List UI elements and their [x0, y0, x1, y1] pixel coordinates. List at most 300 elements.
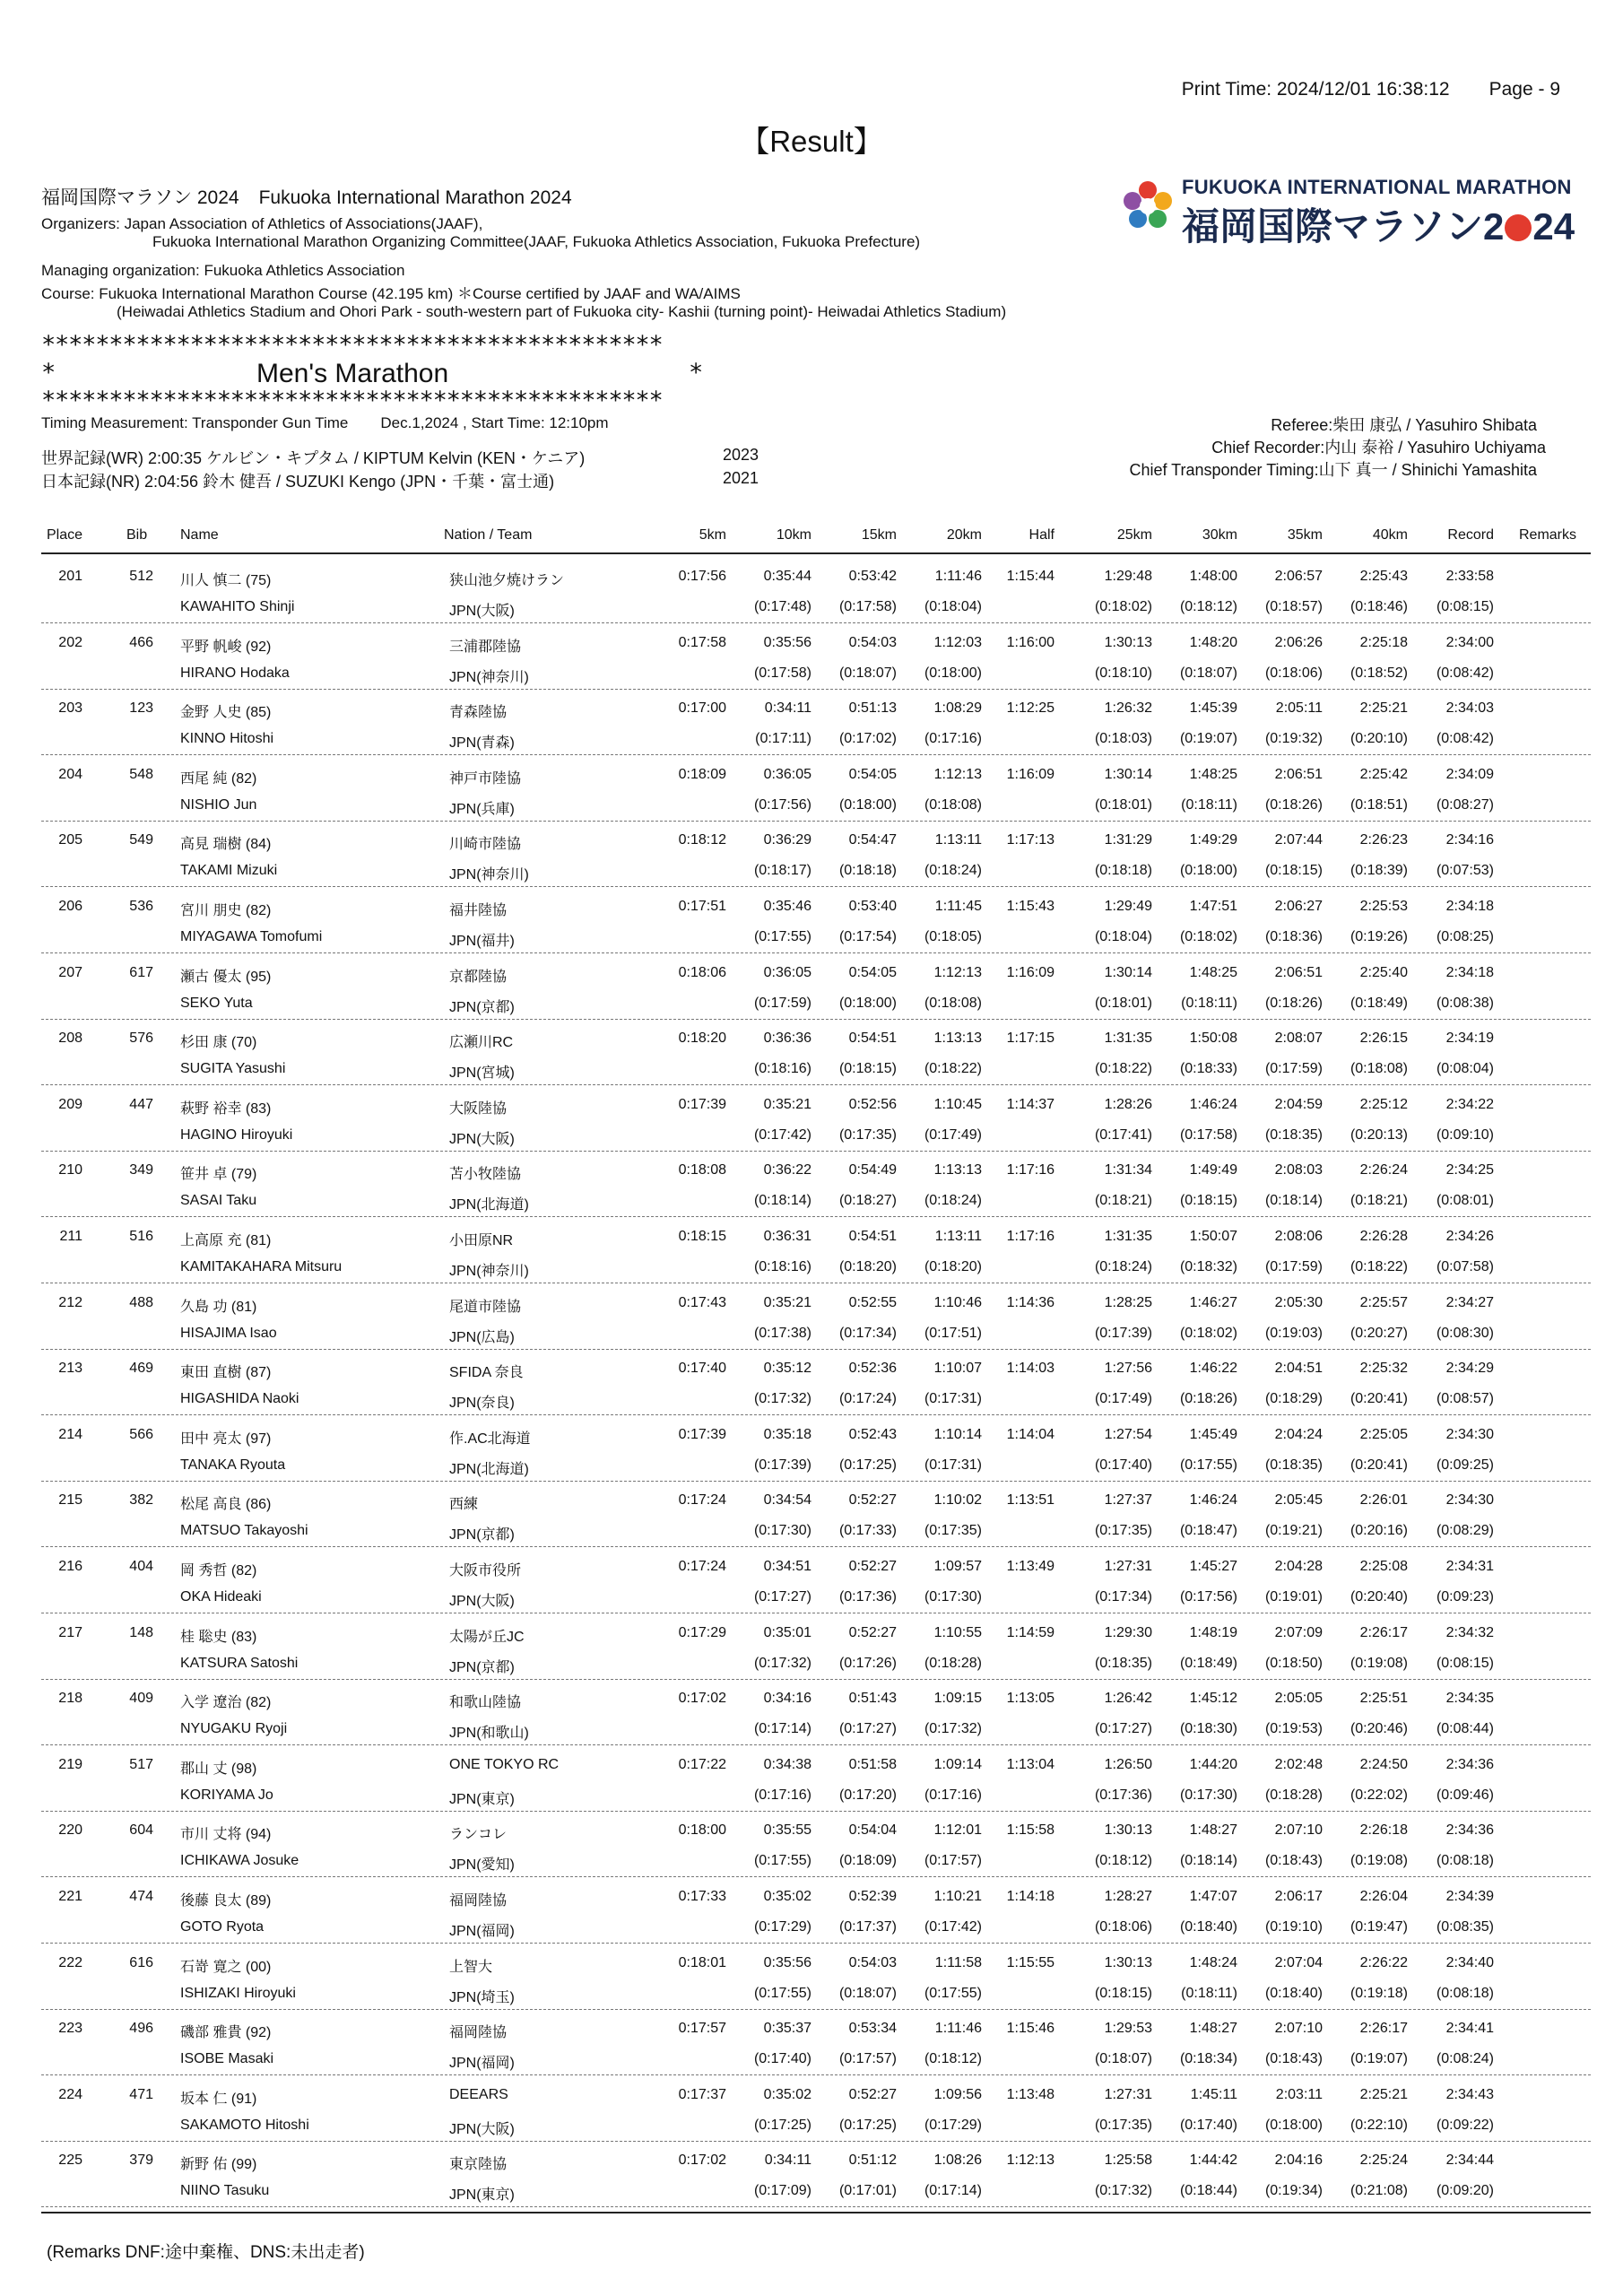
cell-s10: (0:17:30) [753, 1523, 812, 1539]
cell-bib: 404 [129, 1559, 153, 1574]
cell-t35: 2:08:06 [1274, 1229, 1323, 1244]
cell-nation: JPN(京都) [449, 999, 515, 1015]
cell-t5: 0:17:33 [678, 1889, 726, 1904]
cell-s25: (0:18:35) [1094, 1655, 1152, 1671]
cell-s35: (0:18:29) [1264, 1391, 1323, 1407]
cell-team: 福井陸協 [449, 903, 508, 918]
cell-s30: (0:18:34) [1179, 2051, 1237, 2067]
cell-name-jp: 新野 佑 (99) [180, 2157, 257, 2173]
cell-name-en: KAWAHITO Shinji [180, 599, 295, 614]
table-bottom-rule [41, 2212, 1591, 2213]
cell-team: 広瀬川RC [449, 1035, 514, 1051]
cell-t30: 1:47:51 [1189, 899, 1237, 914]
cell-place: 217 [58, 1624, 82, 1640]
cell-s20: (0:18:28) [924, 1655, 982, 1671]
cell-s10: (0:17:38) [753, 1325, 812, 1341]
cell-team: 大阪陸協 [449, 1100, 508, 1117]
cell-s15: (0:18:20) [838, 1259, 897, 1274]
cell-half: 1:13:49 [1006, 1559, 1055, 1574]
cell-t20: 1:08:29 [933, 700, 982, 717]
event-name-ja: 福岡国際マラソン 2024 [41, 187, 239, 208]
cell-s10: (0:17:16) [753, 1787, 812, 1803]
cell-t25: 1:30:13 [1104, 634, 1152, 650]
cell-t35: 2:04:16 [1274, 2152, 1323, 2169]
chief-recorder: Chief Recorder:内山 泰裕 / Yasuhiro Uchiyama [1211, 439, 1546, 457]
header-nation-team: Nation / Team [444, 527, 533, 543]
cell-t25: 1:25:58 [1104, 2152, 1152, 2169]
cell-s30: (0:18:14) [1179, 1853, 1237, 1869]
cell-s40: (0:18:52) [1350, 665, 1408, 681]
cell-t30: 1:47:07 [1189, 1889, 1237, 1904]
cell-t15: 0:52:36 [848, 1361, 897, 1377]
marathon-logo [1121, 176, 1587, 248]
cell-s20: (0:18:24) [924, 1193, 982, 1209]
cell-s20: (0:17:31) [924, 1457, 982, 1473]
chief-transponder-timing: Chief Transponder Timing:山下 真一 / Shinichi Yamashita [1129, 461, 1537, 479]
cell-half: 1:15:43 [1006, 899, 1055, 914]
cell-s10: (0:18:16) [753, 1259, 812, 1274]
cell-s20: (0:17:51) [924, 1325, 982, 1341]
cell-half: 1:15:55 [1006, 1954, 1055, 1970]
cell-s35: (0:17:59) [1264, 1259, 1323, 1274]
cell-name-en: MATSUO Takayoshi [180, 1523, 308, 1539]
cell-bib: 512 [129, 569, 153, 584]
cell-name-jp: 田中 亮太 (97) [180, 1431, 272, 1447]
cell-s15: (0:18:18) [838, 863, 897, 879]
cell-sfin: (0:08:15) [1436, 599, 1494, 614]
cell-rec: 2:34:16 [1445, 832, 1494, 848]
cell-sfin: (0:08:44) [1436, 1721, 1494, 1737]
cell-t15: 0:54:03 [848, 634, 897, 650]
table-row [41, 2074, 1591, 2142]
cell-s35: (0:18:57) [1264, 599, 1323, 614]
cell-s35: (0:19:10) [1264, 1919, 1323, 1935]
cell-s20: (0:18:08) [924, 995, 982, 1011]
cell-t5: 0:18:15 [678, 1229, 726, 1244]
cell-s25: (0:18:18) [1094, 863, 1152, 879]
cell-s10: (0:17:55) [753, 1853, 812, 1869]
cell-s15: (0:17:37) [838, 1919, 897, 1935]
cell-s30: (0:18:11) [1181, 995, 1237, 1011]
cell-s25: (0:17:35) [1094, 1523, 1152, 1539]
cell-s15: (0:17:34) [838, 1325, 897, 1341]
cell-nation: JPN(福井) [449, 934, 515, 949]
cell-place: 213 [58, 1361, 82, 1377]
cell-team: 西練 [449, 1497, 479, 1513]
cell-t30: 1:50:07 [1189, 1229, 1237, 1244]
cell-sfin: (0:08:30) [1436, 1325, 1494, 1341]
cell-t15: 0:52:27 [848, 1624, 897, 1640]
cell-t5: 0:17:00 [678, 700, 726, 717]
cell-s25: (0:18:12) [1094, 1853, 1152, 1869]
cell-t40: 2:26:22 [1359, 1954, 1408, 1970]
cell-s20: (0:18:05) [924, 929, 982, 944]
cell-name-en: MIYAGAWA Tomofumi [180, 929, 323, 944]
cell-name-jp: 坂本 仁 (91) [180, 2091, 257, 2107]
cell-place: 204 [58, 766, 82, 782]
cell-place: 221 [58, 1889, 82, 1904]
cell-t35: 2:07:44 [1274, 832, 1323, 848]
cell-s25: (0:18:15) [1094, 1985, 1152, 2001]
race-star-left: * [41, 359, 56, 387]
cell-t25: 1:28:25 [1104, 1294, 1152, 1310]
cell-t40: 2:25:53 [1359, 899, 1408, 914]
cell-t40: 2:25:12 [1359, 1096, 1408, 1112]
cell-t30: 1:48:00 [1189, 569, 1237, 584]
cell-t25: 1:29:48 [1104, 569, 1152, 584]
cell-s30: (0:18:07) [1179, 665, 1237, 681]
cell-t25: 1:27:56 [1104, 1361, 1152, 1377]
cell-name-jp: 久島 功 (81) [180, 1299, 257, 1315]
cell-s35: (0:18:00) [1264, 2117, 1323, 2133]
cell-s15: (0:18:07) [838, 1985, 897, 2001]
cell-sfin: (0:08:01) [1436, 1193, 1494, 1209]
cell-place: 211 [59, 1229, 82, 1244]
cell-s15: (0:18:00) [838, 796, 897, 813]
cell-rec: 2:34:27 [1445, 1294, 1494, 1310]
cell-s35: (0:19:03) [1264, 1325, 1323, 1341]
logo-year-b: 24 [1532, 205, 1575, 248]
cell-s30: (0:18:02) [1179, 929, 1237, 944]
cell-rec: 2:34:36 [1445, 1756, 1494, 1772]
cell-half: 1:17:15 [1006, 1031, 1055, 1047]
cell-t25: 1:26:50 [1104, 1756, 1152, 1772]
race-title: Men's Marathon [256, 359, 449, 388]
cell-rec: 2:34:41 [1445, 2021, 1494, 2037]
cell-s25: (0:17:40) [1094, 1457, 1152, 1473]
race-star-right: * [689, 359, 704, 387]
cell-s35: (0:19:21) [1264, 1523, 1323, 1539]
cell-half: 1:17:13 [1006, 832, 1055, 848]
cell-rec: 2:34:31 [1445, 1559, 1494, 1574]
cell-t25: 1:30:13 [1104, 1822, 1152, 1839]
cell-rec: 2:34:18 [1445, 899, 1494, 914]
cell-name-jp: 笹井 卓 (79) [180, 1167, 257, 1183]
cell-nation: JPN(東京) [449, 1791, 515, 1807]
cell-t10: 0:35:56 [763, 634, 812, 650]
world-record-year: 2023 [723, 446, 759, 464]
cell-t35: 2:05:11 [1275, 700, 1323, 717]
cell-name-jp: 宮川 朋史 (82) [180, 903, 272, 918]
page-number: Page - 9 [1488, 79, 1560, 100]
cell-t5: 0:18:20 [678, 1031, 726, 1047]
results-table [41, 527, 1591, 2213]
cell-s15: (0:18:09) [838, 1853, 897, 1869]
cell-t5: 0:18:12 [678, 832, 726, 848]
cell-t35: 2:06:27 [1274, 899, 1323, 914]
cell-s10: (0:17:29) [753, 1919, 812, 1935]
cell-s25: (0:18:01) [1094, 796, 1152, 813]
cell-rec: 2:34:36 [1445, 1822, 1494, 1839]
cell-s20: (0:17:42) [924, 1919, 982, 1935]
cell-t20: 1:12:13 [933, 766, 982, 782]
cell-rec: 2:34:30 [1445, 1492, 1494, 1509]
cell-nation: JPN(愛知) [449, 1857, 515, 1874]
cell-t10: 0:35:02 [763, 2086, 812, 2102]
cell-s20: (0:17:16) [924, 731, 982, 747]
cell-bib: 123 [129, 700, 153, 717]
cell-t20: 1:12:03 [933, 634, 982, 650]
cell-t25: 1:26:42 [1104, 1691, 1152, 1707]
cell-s30: (0:18:11) [1181, 1985, 1237, 2001]
cell-s15: (0:17:27) [838, 1721, 897, 1737]
cell-t40: 2:26:18 [1359, 1822, 1408, 1839]
cell-s40: (0:20:41) [1350, 1391, 1408, 1407]
cell-rec: 2:34:09 [1445, 766, 1494, 782]
cell-t30: 1:44:20 [1189, 1756, 1237, 1772]
cell-bib: 604 [129, 1822, 153, 1839]
cell-s15: (0:17:54) [838, 929, 897, 944]
cell-t35: 2:06:51 [1274, 964, 1323, 980]
cell-team: ONE TOKYO RC [449, 1756, 560, 1772]
cell-t25: 1:29:30 [1104, 1624, 1152, 1640]
cell-s20: (0:17:57) [924, 1853, 982, 1869]
national-record-text: 日本記録(NR) 2:04:56 鈴木 健吾 / SUZUKI Kengo (JPN・千葉・富士通) [41, 473, 555, 491]
cell-t10: 0:36:22 [763, 1162, 812, 1178]
cell-half: 1:14:03 [1006, 1361, 1055, 1377]
cell-t20: 1:10:14 [933, 1426, 982, 1442]
table-row [41, 1414, 1591, 1482]
cell-nation: JPN(広島) [449, 1329, 515, 1345]
cell-half: 1:13:04 [1006, 1756, 1055, 1772]
cell-t40: 2:25:18 [1359, 634, 1408, 650]
cell-t15: 0:52:39 [848, 1889, 897, 1904]
table-row [41, 622, 1591, 690]
cell-place: 202 [58, 634, 82, 650]
cell-t40: 2:25:21 [1359, 700, 1408, 717]
logo-en-text: FUKUOKA INTERNATIONAL MARATHON [1182, 176, 1572, 198]
course-line1: Course: Fukuoka International Marathon Course (42.195 km) ＊Course certified by JAAF and WA/AIMS [41, 285, 741, 302]
header-40km: 40km [1372, 527, 1408, 543]
table-row [41, 1480, 1591, 1547]
cell-name-en: ISHIZAKI Hiroyuki [180, 1985, 296, 2001]
cell-half: 1:15:46 [1006, 2021, 1055, 2037]
cell-name-jp: 市川 丈将 (94) [180, 1827, 272, 1843]
cell-rec: 2:34:43 [1445, 2086, 1494, 2102]
start-time: Dec.1,2024 , Start Time: 12:10pm [380, 414, 609, 431]
cell-t40: 2:26:28 [1359, 1229, 1408, 1244]
cell-rec: 2:34:22 [1445, 1096, 1494, 1112]
cell-s15: (0:17:02) [838, 731, 897, 747]
cell-s20: (0:17:49) [924, 1126, 982, 1143]
cell-s15: (0:17:01) [838, 2183, 897, 2199]
cell-team: 狭山池夕焼けラン [449, 573, 565, 588]
table-row [41, 1744, 1591, 1812]
cell-name-en: ICHIKAWA Josuke [180, 1853, 299, 1869]
cell-name-en: ISOBE Masaki [180, 2051, 274, 2067]
cell-s30: (0:17:30) [1179, 1787, 1237, 1803]
cell-s30: (0:18:11) [1181, 796, 1237, 813]
cell-s30: (0:18:44) [1179, 2183, 1237, 2199]
cell-t5: 0:17:37 [678, 2086, 726, 2102]
cell-nation: JPN(京都) [449, 1659, 515, 1675]
cell-nation: JPN(神奈川) [449, 669, 529, 685]
cell-place: 222 [58, 1954, 82, 1970]
cell-t35: 2:06:51 [1274, 766, 1323, 782]
cell-team: SFIDA 奈良 [449, 1365, 524, 1381]
cell-t40: 2:26:23 [1359, 832, 1408, 848]
cell-t40: 2:25:51 [1359, 1691, 1408, 1707]
cell-bib: 447 [129, 1096, 153, 1112]
cell-s10: (0:17:42) [753, 1126, 812, 1143]
cell-name-jp: 平野 帆峻 (92) [180, 639, 272, 655]
cell-place: 208 [58, 1031, 82, 1047]
cell-place: 218 [58, 1691, 82, 1707]
cell-name-jp: 金野 人史 (85) [180, 705, 272, 721]
cell-s40: (0:19:08) [1350, 1655, 1408, 1671]
cell-half: 1:16:09 [1006, 964, 1055, 980]
cell-t25: 1:27:31 [1104, 1559, 1152, 1574]
cell-place: 214 [58, 1426, 82, 1442]
cell-nation: JPN(大阪) [449, 1594, 515, 1609]
cell-s40: (0:20:16) [1350, 1523, 1408, 1539]
cell-place: 219 [58, 1756, 82, 1772]
organizers-line2: Fukuoka International Marathon Organizing Committee(JAAF, Fukuoka Athletics Association, Fukuoka Prefecture) [152, 233, 921, 250]
cell-s30: (0:17:58) [1179, 1126, 1237, 1143]
cell-team: 上智大 [449, 1959, 493, 1975]
cell-bib: 576 [129, 1031, 153, 1047]
cell-s10: (0:17:55) [753, 1985, 812, 2001]
cell-s40: (0:20:13) [1350, 1126, 1408, 1143]
header-35km: 35km [1287, 527, 1323, 543]
cell-t10: 0:35:56 [763, 1954, 812, 1970]
national-record-year: 2021 [723, 469, 759, 487]
cell-sfin: (0:08:42) [1436, 731, 1494, 747]
cell-bib: 466 [129, 634, 153, 650]
cell-s20: (0:18:20) [924, 1259, 982, 1274]
cell-t40: 2:26:15 [1359, 1031, 1408, 1047]
cell-s30: (0:18:49) [1179, 1655, 1237, 1671]
cell-team: 苫小牧陸協 [449, 1167, 522, 1183]
cell-rec: 2:34:26 [1445, 1229, 1494, 1244]
cell-place: 210 [58, 1162, 82, 1178]
cell-t35: 2:07:10 [1274, 1822, 1323, 1839]
cell-s20: (0:17:35) [924, 1523, 982, 1539]
cell-t15: 0:54:51 [848, 1229, 897, 1244]
cell-s40: (0:22:02) [1350, 1787, 1408, 1803]
cell-t15: 0:54:51 [848, 1031, 897, 1047]
cell-name-en: GOTO Ryota [180, 1919, 265, 1935]
cell-t25: 1:28:26 [1104, 1096, 1152, 1112]
table-row [41, 1613, 1591, 1680]
logo-year-a: 2 [1483, 205, 1505, 248]
cell-bib: 409 [129, 1691, 153, 1707]
table-row [41, 1546, 1591, 1613]
cell-s10: (0:17:58) [753, 665, 812, 681]
table-row [41, 754, 1591, 822]
cell-s10: (0:17:39) [753, 1457, 812, 1473]
cell-s40: (0:18:51) [1350, 796, 1408, 813]
cell-t10: 0:34:38 [763, 1756, 812, 1772]
table-row [41, 820, 1591, 887]
asterisk-divider-top: ********************************************** [41, 331, 663, 359]
cell-t40: 2:25:42 [1359, 766, 1408, 782]
cell-half: 1:13:05 [1006, 1691, 1055, 1707]
cell-s25: (0:18:04) [1094, 929, 1152, 944]
cell-nation: JPN(埼玉) [449, 1989, 515, 2005]
cell-t25: 1:27:31 [1104, 2086, 1152, 2102]
cell-t20: 1:08:26 [933, 2152, 982, 2169]
cell-t15: 0:52:27 [848, 1559, 897, 1574]
cell-t10: 0:34:11 [764, 700, 812, 717]
cell-s40: (0:19:18) [1350, 1985, 1408, 2001]
cell-s25: (0:17:35) [1094, 2117, 1152, 2133]
table-row [41, 1283, 1591, 1350]
cell-t25: 1:28:27 [1104, 1889, 1152, 1904]
cell-s10: (0:17:32) [753, 1391, 812, 1407]
cell-sfin: (0:09:10) [1436, 1126, 1494, 1143]
national-record [41, 469, 777, 492]
cell-t5: 0:17:02 [678, 1691, 726, 1707]
cell-bib: 517 [129, 1756, 153, 1772]
cell-t25: 1:31:29 [1104, 832, 1152, 848]
cell-s10: (0:17:25) [753, 2117, 812, 2133]
cell-name-jp: 入学 遼治 (82) [180, 1695, 272, 1711]
cell-t35: 2:04:28 [1274, 1559, 1323, 1574]
cell-s35: (0:18:26) [1264, 995, 1323, 1011]
cell-s15: (0:18:07) [838, 665, 897, 681]
cell-place: 212 [58, 1294, 82, 1310]
cell-s30: (0:18:26) [1179, 1391, 1237, 1407]
cell-s40: (0:19:26) [1350, 929, 1408, 944]
table-row [41, 1348, 1591, 1415]
cell-half: 1:16:00 [1006, 634, 1055, 650]
cell-name-en: SAKAMOTO Hitoshi [180, 2117, 309, 2133]
cell-t10: 0:34:16 [763, 1691, 812, 1707]
header-rule [41, 552, 1591, 554]
cell-name-en: HAGINO Hiroyuki [180, 1126, 293, 1143]
cell-t10: 0:35:55 [763, 1822, 812, 1839]
table-row [41, 1018, 1591, 1085]
cell-t20: 1:10:02 [933, 1492, 982, 1509]
cell-sfin: (0:07:53) [1436, 863, 1494, 879]
cell-rec: 2:34:29 [1445, 1361, 1494, 1377]
cell-s30: (0:18:33) [1179, 1061, 1237, 1077]
cell-t15: 0:52:56 [848, 1096, 897, 1112]
cell-sfin: (0:08:29) [1436, 1523, 1494, 1539]
cell-t30: 1:45:11 [1190, 2086, 1237, 2102]
cell-t10: 0:35:21 [763, 1096, 812, 1112]
table-row [41, 1150, 1591, 1217]
cell-s20: (0:17:16) [924, 1787, 982, 1803]
cell-t25: 1:31:34 [1104, 1162, 1152, 1178]
cell-t40: 2:26:04 [1359, 1889, 1408, 1904]
cell-t10: 0:36:05 [763, 964, 812, 980]
cell-s15: (0:18:15) [838, 1061, 897, 1077]
cell-bib: 548 [129, 766, 153, 782]
cell-t20: 1:12:01 [933, 1822, 982, 1839]
cell-s25: (0:17:27) [1094, 1721, 1152, 1737]
managing-organization: Managing organization: Fukuoka Athletics Association [41, 262, 405, 279]
cell-t30: 1:44:42 [1189, 2152, 1237, 2169]
logo-flower-icon [1121, 179, 1175, 235]
result-title: 【Result】 [740, 125, 883, 158]
cell-t35: 2:05:30 [1274, 1294, 1323, 1310]
cell-s35: (0:19:01) [1264, 1589, 1323, 1605]
cell-s30: (0:18:32) [1179, 1259, 1237, 1274]
cell-name-en: KINNO Hitoshi [180, 731, 274, 747]
cell-s25: (0:17:49) [1094, 1391, 1152, 1407]
cell-t20: 1:11:45 [934, 899, 982, 914]
cell-s40: (0:18:08) [1350, 1061, 1408, 1077]
cell-nation: JPN(京都) [449, 1527, 515, 1544]
cell-t10: 0:36:05 [763, 766, 812, 782]
cell-team: 東京陸協 [449, 2157, 508, 2173]
cell-t5: 0:17:29 [678, 1624, 726, 1640]
cell-bib: 488 [129, 1294, 153, 1310]
cell-s30: (0:17:56) [1179, 1589, 1237, 1605]
cell-s25: (0:18:07) [1094, 2051, 1152, 2067]
